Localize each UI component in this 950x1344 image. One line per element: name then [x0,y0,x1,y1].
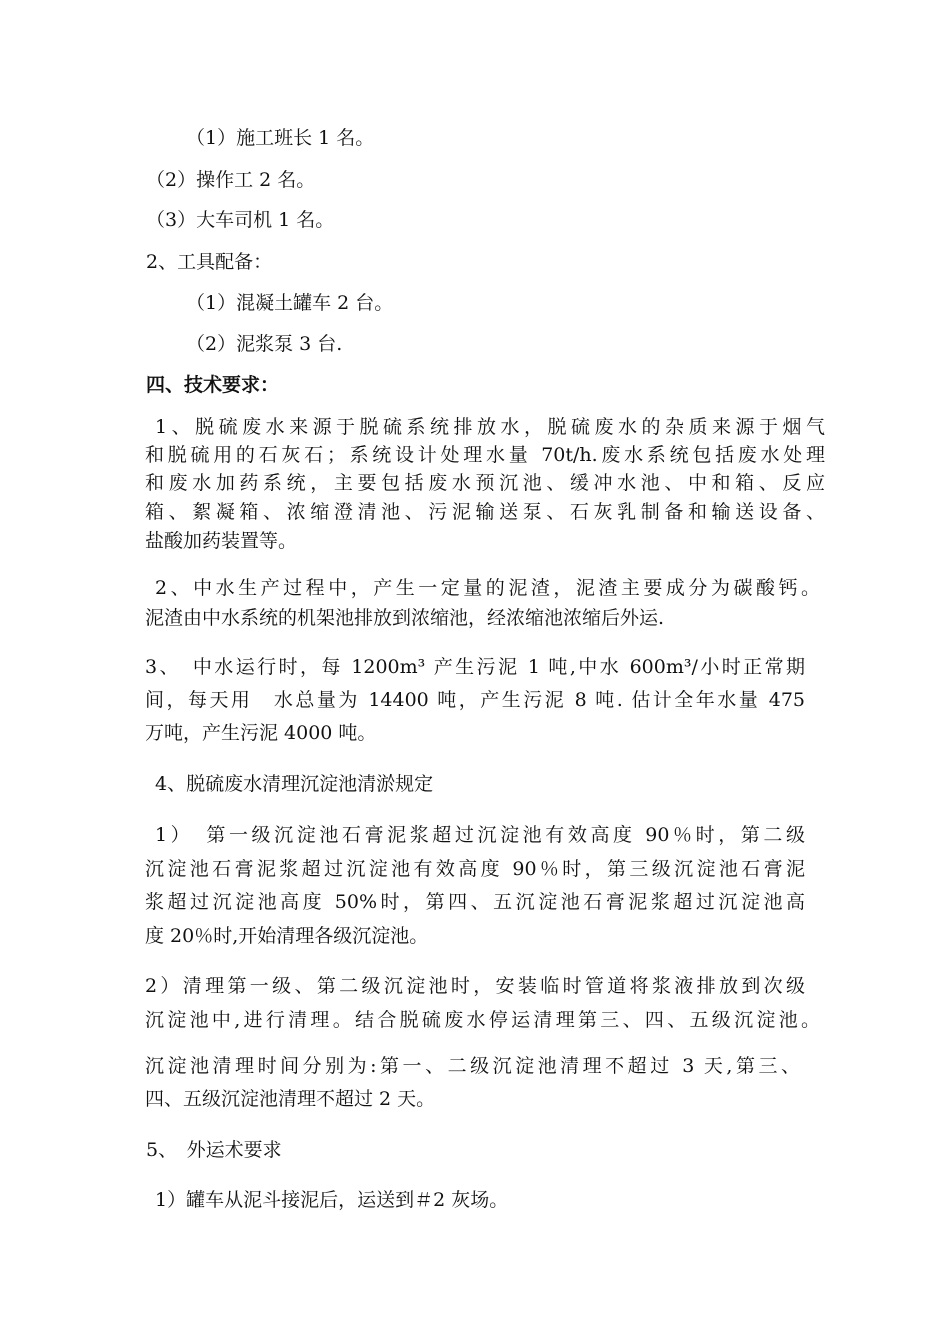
tools-item-2: （2）泥浆泵 3 台. [186,333,343,355]
p5-heading: 5、 外运术要求 [146,1139,282,1161]
p4-s1-line-4: 度 20％时,开始清理各级沉淀池。 [145,925,429,947]
p4-s1-line-1: 1） 第一级沉淀池石膏泥浆超过沉淀池有效高度 90％时，第二级 [155,824,805,846]
p1-line-5: 盐酸加药装置等。 [145,530,298,552]
p4-s3-line-1: 沉淀池清理时间分别为:第一、二级沉淀池清理不超过 3 天,第三、 [145,1055,800,1077]
p1-line-3: 和废水加药系统，主要包括废水预沉池、缓冲水池、中和箱、反应 [145,472,825,494]
personnel-item-2: （2）操作工 2 名。 [146,169,316,191]
p4-s3-line-2: 四、五级沉淀池清理不超过 2 天。 [145,1088,436,1110]
p3-line-1: 3、 中水运行时，每 1200m³ 产生污泥 1 吨,中水 600m³/小时正常期 [145,656,805,678]
section-heading: 四、技术要求： [146,374,280,396]
p1-line-4: 箱、絮凝箱、浓缩澄清池、污泥输送泵、石灰乳制备和输送设备、 [145,501,825,523]
p2-line-2: 泥渣由中水系统的机架池排放到浓缩池，经浓缩池浓缩后外运. [145,607,665,629]
tools-heading: 2、工具配备： [146,251,273,273]
p1-line-1: 1、脱硫废水来源于脱硫系统排放水，脱硫废水的杂质来源于烟气 [155,416,825,438]
p1-line-2: 和脱硫用的石灰石；系统设计处理水量 70t/h.废水系统包括废水处理 [145,444,825,466]
p3-line-3: 万吨，产生污泥 4000 吨。 [145,722,377,744]
p4-s2-line-1: 2）清理第一级、第二级沉淀池时，安装临时管道将浆液排放到次级 [145,975,805,997]
p2-line-1: 2、中水生产过程中，产生一定量的泥渣，泥渣主要成分为碳酸钙。 [155,577,820,599]
p4-heading: 4、脱硫废水清理沉淀池清淤规定 [155,773,434,795]
p3-line-2: 间，每天用 水总量为 14400 吨，产生污泥 8 吨. 估计全年水量 475 [145,689,805,711]
p4-s1-line-3: 浆超过沉淀池高度 50%时，第四、五沉淀池石膏泥浆超过沉淀池高 [145,891,805,913]
p5-item-1: 1）罐车从泥斗接泥后，运送到＃2 灰场。 [155,1189,509,1211]
personnel-item-3: （3）大车司机 1 名。 [146,209,335,231]
tools-item-1: （1）混凝土罐车 2 台。 [186,292,394,314]
p4-s1-line-2: 沉淀池石膏泥浆超过沉淀池有效高度 90％时，第三级沉淀池石膏泥 [145,858,805,880]
personnel-item-1: （1）施工班长 1 名。 [186,127,375,149]
p4-s2-line-2: 沉淀池中,进行清理。结合脱硫废水停运清理第三、四、五级沉淀池。 [145,1009,820,1031]
